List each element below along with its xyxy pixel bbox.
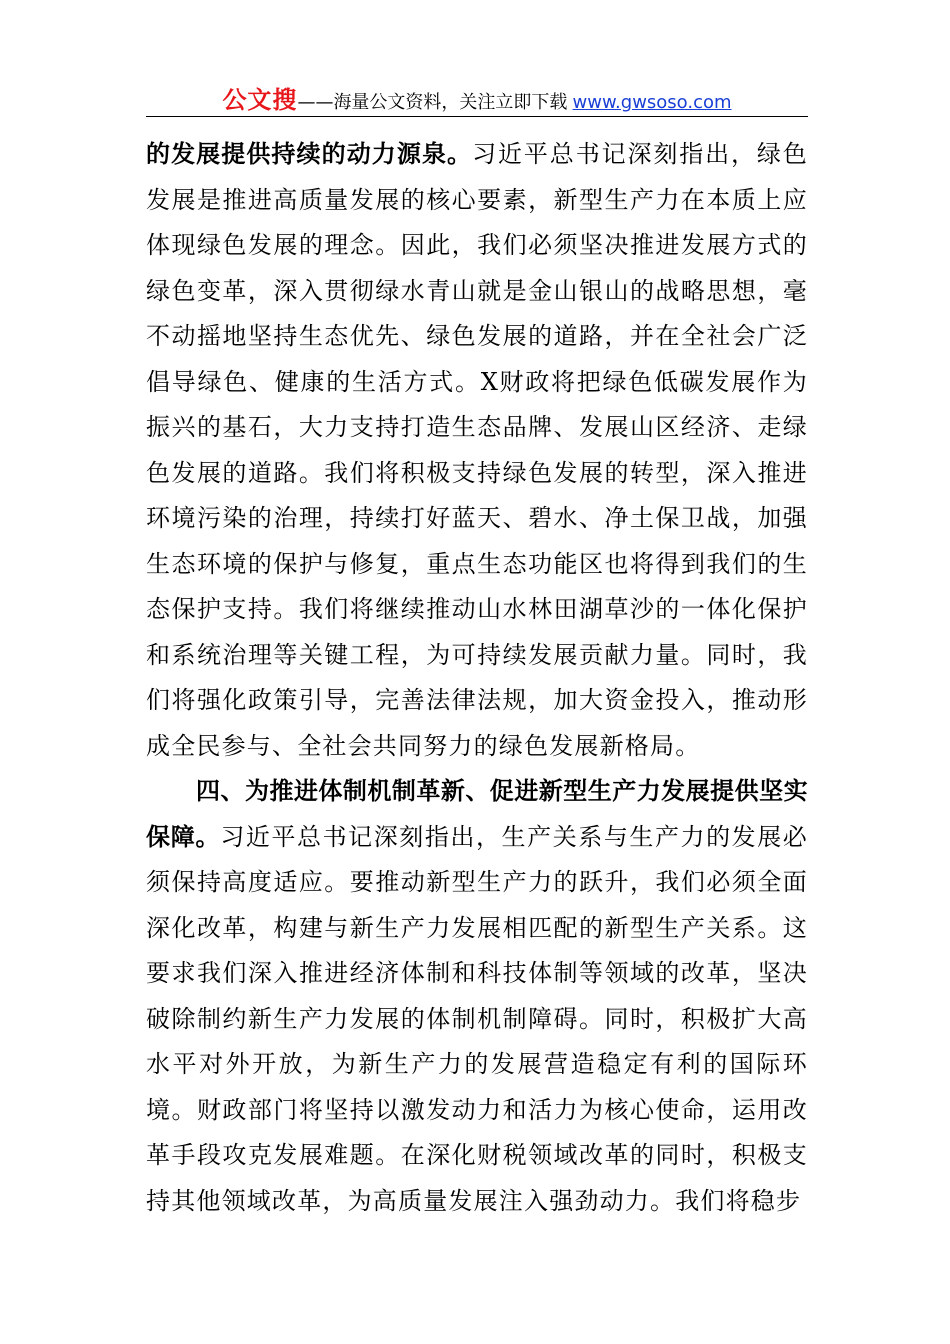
site-link[interactable]: www.gwsoso.com [572, 92, 732, 113]
paragraph-text: 习近平总书记深刻指出，绿色发展是推进高质量发展的核心要素，新型生产力在本质上应体现绿色发展的理念。因此，我们必须坚决推进发展方式的绿色变革，深入贯彻绿水青山就是金山银山的战略思想，毫不动摇地坚持生态优先、绿色发展的道路，并在全社会广泛倡导绿色、健康的生活方式。X财政将把绿色低碳发展作为振兴的基石，大力支持打造生态品牌、发展山区经济、走绿色发展的道路。我们将积极支持绿色发展的转型，深入推进环境污染的治理，持续打好蓝天、碧水、净土保卫战，加强生态环境的保护与修复，重点生态功能区也将得到我们的生态保护支持。我们将继续推动山水林田湖草沙的一体化保护和系统治理等关键工程，为可持续发展贡献力量。同时，我们将强化政策引导，完善法律法规，加大资金投入，推动形成全民参与、全社会共同努力的绿色发展新格局。 [146, 140, 808, 760]
paragraph-green-development [146, 132, 808, 769]
header-tagline: ——海量公文资料，关注立即下载 [297, 92, 568, 113]
header-divider [146, 116, 808, 117]
paragraph-reform [146, 769, 808, 1224]
paragraph-text: 习近平总书记深刻指出，生产关系与生产力的发展必须保持高度适应。要推动新型生产力的跃升，我们必须全面深化改革，构建与新生产力发展相匹配的新型生产关系。这要求我们深入推进经济体制和科技体制等领域的改革，坚决破除制约新生产力发展的体制机制障碍。同时，积极扩大高水平对外开放，为新生产力的发展营造稳定有利的国际环境。财政部门将坚持以激发动力和活力为核心使命，运用改革手段攻克发展难题。在深化财税领域改革的同时，积极支持其他领域改革，为高质量发展注入强劲动力。我们将稳步 [146, 822, 808, 1215]
section-heading: 四、为推进体制机制革新、促进新型生产力发展提供坚实保障。 [146, 777, 808, 851]
paragraph-lead: 的发展提供持续的动力源泉。 [146, 140, 473, 168]
document-body [146, 132, 808, 1224]
page-header [146, 80, 808, 114]
brand-logo-text[interactable]: 公文搜 [222, 86, 298, 114]
